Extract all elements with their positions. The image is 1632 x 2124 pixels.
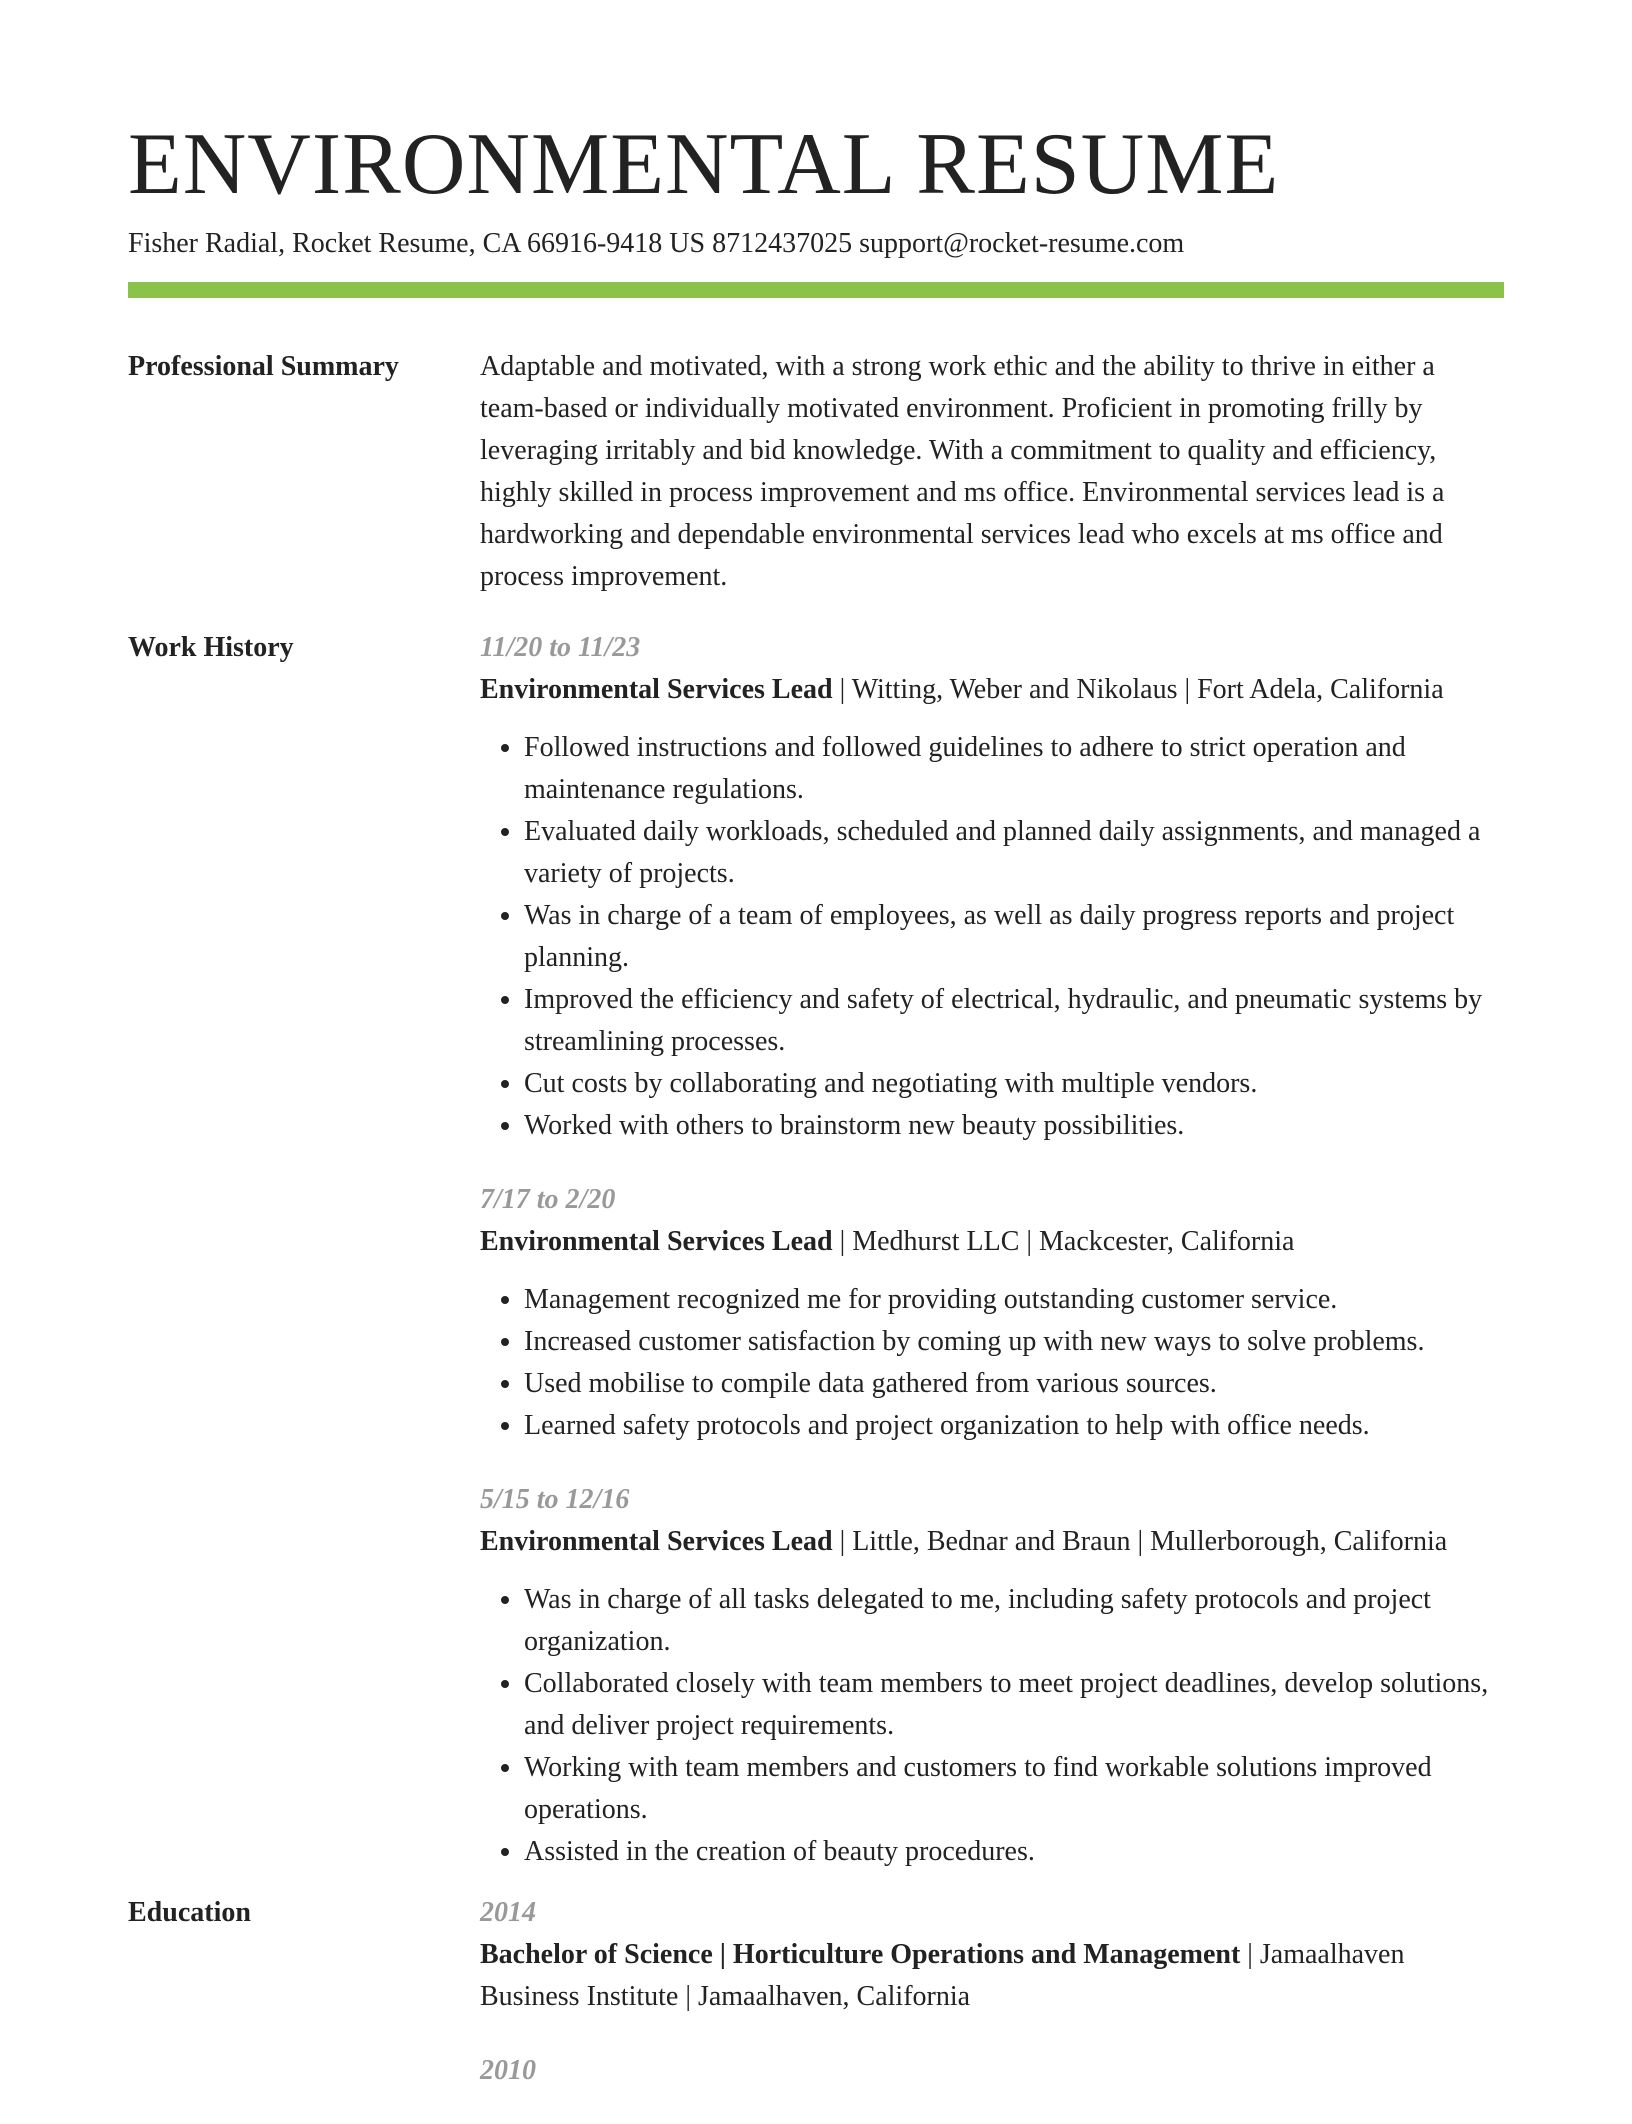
education-body xyxy=(480,1892,1504,2092)
job-bullet: • Increased customer satisfaction by coming up with new ways to solve problems. xyxy=(524,1321,1504,1363)
job-entry xyxy=(480,1179,1504,1447)
job-bullet: • Assisted in the creation of beauty procedures. xyxy=(524,1831,1504,1873)
job-details: | Little, Bednar and Braun | Mullerborough, California xyxy=(832,1526,1448,1557)
education-entry xyxy=(480,2050,1504,2092)
education-year: 2010 xyxy=(480,2055,536,2086)
job-bullet: • Was in charge of all tasks delegated to me, including safety protocols and project organization. xyxy=(524,1579,1504,1663)
job-bullet: • Was in charge of a team of employees, as well as daily progress reports and project planning. xyxy=(524,895,1504,979)
education-section xyxy=(128,1892,1504,2124)
job-bullets xyxy=(480,1279,1504,1447)
work-history-label: Work History xyxy=(128,632,294,663)
job-bullet: • Followed instructions and followed guidelines to adhere to strict operation and maintenance regulations. xyxy=(524,727,1504,811)
job-bullets xyxy=(480,727,1504,1147)
education-degree-line xyxy=(480,1934,1504,2018)
job-title: Environmental Services Lead xyxy=(480,1526,833,1557)
job-bullet: • Management recognized me for providing outstanding customer service. xyxy=(524,1279,1504,1321)
job-details: | Medhurst LLC | Mackcester, California xyxy=(832,1226,1295,1257)
summary-text: Adaptable and motivated, with a strong work ethic and the ability to thrive in either a team-based or individually motivated environment. Proficient in promoting frilly by leveraging irritably and bid knowledge. With a commitment to quality and efficiency, highly skilled in process improvement and ms office. Environmental services lead is a hardworking and dependable environmental services lead who excels at ms office and process improvement. xyxy=(480,351,1445,592)
summary-label: Professional Summary xyxy=(128,351,399,382)
job-entry xyxy=(480,1479,1504,1873)
job-bullets xyxy=(480,1579,1504,1873)
job-dates: 5/15 to 12/16 xyxy=(480,1484,630,1515)
job-bullet: • Collaborated closely with team members to meet project deadlines, develop solutions, and deliver project requirements. xyxy=(524,1663,1504,1747)
education-degree: Bachelor of Science | Horticulture Operations and Management xyxy=(480,1939,1241,1970)
job-bullet: • Evaluated daily workloads, scheduled and planned daily assignments, and managed a variety of projects. xyxy=(524,811,1504,895)
education-label: Education xyxy=(128,1897,251,1928)
job-bullet: • Worked with others to brainstorm new beauty possibilities. xyxy=(524,1105,1504,1147)
education-entry xyxy=(480,1892,1504,2018)
job-role xyxy=(480,669,1504,711)
accent-divider xyxy=(128,282,1504,298)
job-dates: 11/20 to 11/23 xyxy=(480,632,641,663)
work-history-body xyxy=(480,627,1504,1873)
resume-header xyxy=(128,112,1504,298)
education-year: 2014 xyxy=(480,1897,536,1928)
job-details: | Witting, Weber and Nikolaus | Fort Adela, California xyxy=(832,674,1444,705)
job-bullet: • Cut costs by collaborating and negotiating with multiple vendors. xyxy=(524,1063,1504,1105)
job-role xyxy=(480,1221,1504,1263)
education-details: | Jamaalhaven Business Institute | Jamaalhaven, California xyxy=(480,1939,1405,2012)
job-bullet: • Used mobilise to compile data gathered from various sources. xyxy=(524,1363,1504,1405)
contact-line: Fisher Radial, Rocket Resume, CA 66916-9418 US 8712437025 support@rocket-resume.com xyxy=(128,227,1185,259)
job-dates: 7/17 to 2/20 xyxy=(480,1184,616,1215)
job-title: Environmental Services Lead xyxy=(480,674,833,705)
job-bullet: • Learned safety protocols and project organization to help with office needs. xyxy=(524,1405,1504,1447)
job-entry xyxy=(480,627,1504,1147)
job-bullet: • Working with team members and customers to find workable solutions improved operations. xyxy=(524,1747,1504,1831)
summary-section xyxy=(128,346,1504,598)
work-history-section xyxy=(128,627,1504,1905)
job-role xyxy=(480,1521,1504,1563)
job-bullet: • Improved the efficiency and safety of electrical, hydraulic, and pneumatic systems by streamlining processes. xyxy=(524,979,1504,1063)
resume-title: ENVIRONMENTAL RESUME xyxy=(128,116,1280,213)
job-title: Environmental Services Lead xyxy=(480,1226,833,1257)
